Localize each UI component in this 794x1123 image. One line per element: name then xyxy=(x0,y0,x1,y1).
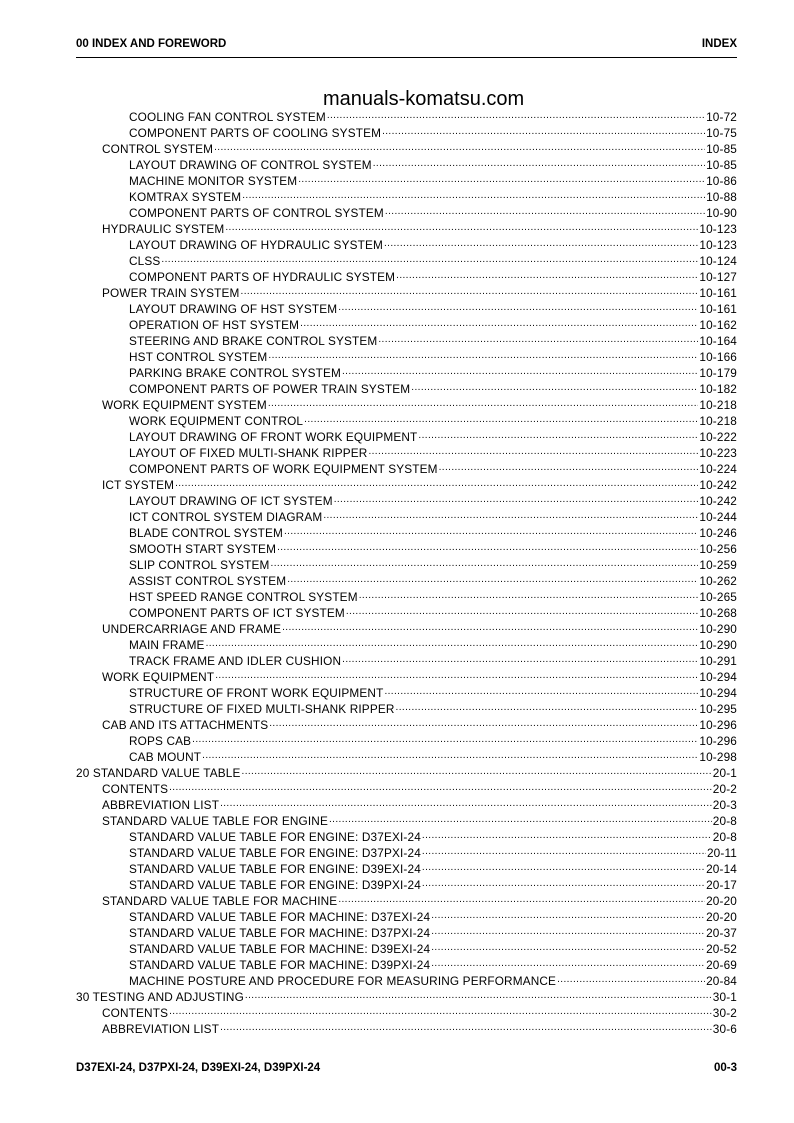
toc-leader-dots xyxy=(422,829,712,845)
header-index-label: INDEX xyxy=(701,38,737,50)
toc-leader-dots xyxy=(192,733,698,749)
toc-entry[interactable] xyxy=(76,765,737,781)
toc-entry[interactable] xyxy=(102,621,737,637)
toc-entry-title: OPERATION OF HST SYSTEM xyxy=(129,318,300,332)
toc-leader-dots xyxy=(334,493,699,509)
toc-leader-dots xyxy=(342,653,698,669)
toc-entry-page: 20-69 xyxy=(706,958,737,972)
toc-entry-title: STEERING AND BRAKE CONTROL SYSTEM xyxy=(129,334,378,348)
toc-entry-page: 10-259 xyxy=(699,558,737,572)
toc-leader-dots xyxy=(382,125,705,141)
toc-entry-title: PARKING BRAKE CONTROL SYSTEM xyxy=(129,366,341,380)
toc-entry[interactable] xyxy=(129,413,737,429)
toc-entry[interactable] xyxy=(129,189,737,205)
toc-entry[interactable] xyxy=(102,221,737,237)
toc-entry[interactable] xyxy=(129,381,737,397)
toc-leader-dots xyxy=(422,877,705,893)
toc-entry-page: 10-290 xyxy=(699,638,737,652)
toc-entry-title: SLIP CONTROL SYSTEM xyxy=(129,558,270,572)
toc-entry-title: ABBREVIATION LIST xyxy=(102,1022,220,1036)
toc-entry-title: MAIN FRAME xyxy=(129,638,205,652)
toc-leader-dots xyxy=(169,1005,712,1021)
toc-entry-title: STRUCTURE OF FIXED MULTI-SHANK RIPPER xyxy=(129,702,395,716)
toc-entry-title: STANDARD VALUE TABLE FOR ENGINE: D37EXI-24 xyxy=(129,830,421,844)
toc-entry[interactable] xyxy=(129,637,737,653)
toc-entry-page: 10-72 xyxy=(706,110,737,124)
header-rule xyxy=(76,57,737,58)
toc-entry-page: 10-85 xyxy=(706,158,737,172)
toc-leader-dots xyxy=(368,445,698,461)
toc-entry-title: COMPONENT PARTS OF WORK EQUIPMENT SYSTEM xyxy=(129,462,438,476)
toc-entry-title: CONTROL SYSTEM xyxy=(102,142,214,156)
toc-entry-title: LAYOUT DRAWING OF CONTROL SYSTEM xyxy=(129,158,372,172)
toc-entry-page: 10-242 xyxy=(699,478,737,492)
toc-leader-dots xyxy=(169,781,712,797)
toc-leader-dots xyxy=(384,685,698,701)
toc-entry-page: 20-52 xyxy=(706,942,737,956)
footer-models: D37EXI-24, D37PXI-24, D39EXI-24, D39PXI-24 xyxy=(76,1062,321,1074)
toc-entry-title: POWER TRAIN SYSTEM xyxy=(102,286,240,300)
toc-entry-title: COMPONENT PARTS OF ICT SYSTEM xyxy=(129,606,345,620)
toc-entry-title: CAB MOUNT xyxy=(129,750,202,764)
toc-leader-dots xyxy=(284,525,698,541)
toc-entry-title: CONTENTS xyxy=(102,1006,169,1020)
toc-entry-page: 20-1 xyxy=(712,766,737,780)
toc-entry[interactable] xyxy=(129,861,737,877)
toc-entry[interactable] xyxy=(129,237,737,253)
toc-entry-title: COOLING FAN CONTROL SYSTEM xyxy=(129,110,326,124)
toc-entry-page: 10-179 xyxy=(699,366,737,380)
toc-entry-page: 10-291 xyxy=(699,654,737,668)
toc-entry[interactable] xyxy=(129,941,737,957)
toc-entry-title: WORK EQUIPMENT xyxy=(102,670,215,684)
toc-leader-dots xyxy=(557,973,705,989)
toc-entry[interactable] xyxy=(102,717,737,733)
toc-leader-dots xyxy=(304,413,698,429)
toc-leader-dots xyxy=(220,797,712,813)
footer-page-number: 00-3 xyxy=(713,1062,737,1074)
toc-entry-page: 20-2 xyxy=(712,782,737,796)
toc-entry[interactable] xyxy=(129,845,737,861)
toc-leader-dots xyxy=(385,205,705,221)
toc-entry-title: HYDRAULIC SYSTEM xyxy=(102,222,225,236)
toc-entry-title: STANDARD VALUE TABLE FOR ENGINE: D37PXI-24 xyxy=(129,846,421,860)
toc-entry-page: 10-244 xyxy=(699,510,737,524)
toc-entry-title: MACHINE POSTURE AND PROCEDURE FOR MEASURING PERFORMANCE xyxy=(129,974,557,988)
toc-leader-dots xyxy=(206,637,699,653)
toc-leader-dots xyxy=(411,381,698,397)
toc-entry[interactable] xyxy=(129,573,737,589)
toc-entry-page: 10-88 xyxy=(706,190,737,204)
toc-entry-title: STANDARD VALUE TABLE FOR ENGINE: D39EXI-24 xyxy=(129,862,421,876)
toc-entry-page: 20-8 xyxy=(712,830,737,844)
toc-leader-dots xyxy=(323,509,698,525)
toc-entry[interactable] xyxy=(129,125,737,141)
toc-entry[interactable] xyxy=(129,253,737,269)
toc-leader-dots xyxy=(439,461,699,477)
toc-entry[interactable] xyxy=(76,989,737,1005)
toc-entry[interactable] xyxy=(129,749,737,765)
toc-entry-title: WORK EQUIPMENT SYSTEM xyxy=(102,398,267,412)
toc-entry-page: 10-256 xyxy=(699,542,737,556)
toc-entry-title: COMPONENT PARTS OF CONTROL SYSTEM xyxy=(129,206,384,220)
toc-leader-dots xyxy=(359,589,699,605)
toc-entry[interactable] xyxy=(129,333,737,349)
toc-entry-title: LAYOUT DRAWING OF HYDRAULIC SYSTEM xyxy=(129,238,383,252)
toc-entry-title: LAYOUT DRAWING OF HST SYSTEM xyxy=(129,302,338,316)
toc-entry-title: WORK EQUIPMENT CONTROL xyxy=(129,414,304,428)
toc-entry-title: BLADE CONTROL SYSTEM xyxy=(129,526,283,540)
toc-entry-page: 20-14 xyxy=(706,862,737,876)
toc-entry-title: STANDARD VALUE TABLE FOR MACHINE: D39PXI-24 xyxy=(129,958,431,972)
toc-entry-page: 30-6 xyxy=(712,1022,737,1036)
toc-leader-dots xyxy=(282,621,698,637)
toc-entry[interactable] xyxy=(129,557,737,573)
toc-entry-title: STANDARD VALUE TABLE FOR MACHINE: D39EXI-24 xyxy=(129,942,431,956)
toc-leader-dots xyxy=(220,1021,712,1037)
toc-entry-page: 10-296 xyxy=(699,718,737,732)
toc-entry[interactable] xyxy=(129,909,737,925)
toc-leader-dots xyxy=(268,397,699,413)
toc-entry[interactable] xyxy=(129,925,737,941)
toc-entry-title: STRUCTURE OF FRONT WORK EQUIPMENT xyxy=(129,686,384,700)
toc-entry-title: COMPONENT PARTS OF POWER TRAIN SYSTEM xyxy=(129,382,411,396)
toc-leader-dots xyxy=(242,189,705,205)
toc-entry[interactable] xyxy=(102,1005,737,1021)
toc-entry[interactable] xyxy=(102,813,737,829)
toc-entry[interactable] xyxy=(102,397,737,413)
toc-leader-dots xyxy=(418,429,698,445)
toc-entry-page: 10-295 xyxy=(699,702,737,716)
toc-leader-dots xyxy=(298,173,705,189)
toc-entry-title: MACHINE MONITOR SYSTEM xyxy=(129,174,298,188)
toc-entry[interactable] xyxy=(129,653,737,669)
toc-entry[interactable] xyxy=(129,733,737,749)
toc-entry-page: 10-123 xyxy=(699,238,737,252)
toc-entry-title: CAB AND ITS ATTACHMENTS xyxy=(102,718,269,732)
toc-entry-page: 10-294 xyxy=(699,686,737,700)
toc-entry-page: 10-268 xyxy=(699,606,737,620)
page-footer xyxy=(76,1062,737,1074)
toc-entry-title: TRACK FRAME AND IDLER CUSHION xyxy=(129,654,342,668)
toc-entry[interactable] xyxy=(102,669,737,685)
toc-entry-title: ROPS CAB xyxy=(129,734,192,748)
toc-entry[interactable] xyxy=(129,269,737,285)
toc-entry-page: 10-294 xyxy=(699,670,737,684)
toc-entry[interactable] xyxy=(102,285,737,301)
toc-entry-page: 10-166 xyxy=(699,350,737,364)
toc-entry-page: 10-162 xyxy=(699,318,737,332)
toc-entry[interactable] xyxy=(129,957,737,973)
toc-entry-page: 20-84 xyxy=(706,974,737,988)
toc-entry-title: LAYOUT DRAWING OF ICT SYSTEM xyxy=(129,494,333,508)
toc-entry-page: 10-75 xyxy=(706,126,737,140)
toc-leader-dots xyxy=(245,989,712,1005)
toc-entry[interactable] xyxy=(129,589,737,605)
toc-entry[interactable] xyxy=(129,493,737,509)
toc-entry-page: 20-20 xyxy=(706,910,737,924)
toc-entry-page: 10-124 xyxy=(699,254,737,268)
toc-leader-dots xyxy=(175,477,698,493)
toc-entry-page: 10-298 xyxy=(699,750,737,764)
toc-entry-page: 20-8 xyxy=(712,814,737,828)
toc-leader-dots xyxy=(241,285,699,301)
toc-entry[interactable] xyxy=(102,797,737,813)
toc-leader-dots xyxy=(269,717,698,733)
toc-entry-title: STANDARD VALUE TABLE FOR MACHINE xyxy=(102,894,338,908)
toc-entry-title: 20 STANDARD VALUE TABLE xyxy=(76,766,241,780)
toc-entry[interactable] xyxy=(129,109,737,125)
toc-entry-title: CONTENTS xyxy=(102,782,169,796)
toc-leader-dots xyxy=(161,253,698,269)
toc-entry[interactable] xyxy=(102,477,737,493)
toc-leader-dots xyxy=(214,141,705,157)
toc-entry-page: 30-2 xyxy=(712,1006,737,1020)
toc-entry[interactable] xyxy=(129,157,737,173)
toc-entry-title: LAYOUT DRAWING OF FRONT WORK EQUIPMENT xyxy=(129,430,418,444)
toc-entry-title: ICT SYSTEM xyxy=(102,478,175,492)
toc-leader-dots xyxy=(287,573,698,589)
toc-entry-page: 10-182 xyxy=(699,382,737,396)
toc-entry-page: 10-242 xyxy=(699,494,737,508)
toc-entry-page: 10-127 xyxy=(699,270,737,284)
toc-entry[interactable] xyxy=(129,541,737,557)
toc-entry-title: SMOOTH START SYSTEM xyxy=(129,542,277,556)
toc-entry[interactable] xyxy=(129,173,737,189)
toc-entry[interactable] xyxy=(129,509,737,525)
toc-entry-page: 10-90 xyxy=(706,206,737,220)
toc-leader-dots xyxy=(378,333,698,349)
toc-entry-page: 10-85 xyxy=(706,142,737,156)
toc-entry-title: STANDARD VALUE TABLE FOR MACHINE: D37PXI-24 xyxy=(129,926,431,940)
toc-entry-title: CLSS xyxy=(129,254,161,268)
toc-leader-dots xyxy=(431,909,705,925)
toc-entry[interactable] xyxy=(129,445,737,461)
toc-entry[interactable] xyxy=(102,893,737,909)
toc-entry-title: STANDARD VALUE TABLE FOR MACHINE: D37EXI-24 xyxy=(129,910,431,924)
toc-leader-dots xyxy=(373,157,705,173)
toc-entry-page: 10-222 xyxy=(699,430,737,444)
toc-entry[interactable] xyxy=(129,317,737,333)
toc-leader-dots xyxy=(277,541,698,557)
toc-leader-dots xyxy=(242,765,712,781)
toc-entry-page: 10-265 xyxy=(699,590,737,604)
toc-entry-page: 10-164 xyxy=(699,334,737,348)
toc-entry-title: ASSIST CONTROL SYSTEM xyxy=(129,574,287,588)
toc-entry-page: 10-161 xyxy=(699,302,737,316)
toc-entry-title: ICT CONTROL SYSTEM DIAGRAM xyxy=(129,510,323,524)
toc-entry-title: STANDARD VALUE TABLE FOR ENGINE xyxy=(102,814,328,828)
toc-entry-page: 10-218 xyxy=(699,414,737,428)
toc-entry-page: 10-123 xyxy=(699,222,737,236)
toc-leader-dots xyxy=(384,237,698,253)
toc-entry-title: COMPONENT PARTS OF COOLING SYSTEM xyxy=(129,126,382,140)
toc-entry-page: 10-246 xyxy=(699,526,737,540)
toc-leader-dots xyxy=(215,669,698,685)
toc-entry-page: 30-1 xyxy=(712,990,737,1004)
toc-entry-page: 20-37 xyxy=(706,926,737,940)
toc-entry-page: 20-20 xyxy=(706,894,737,908)
toc-leader-dots xyxy=(396,701,699,717)
toc-entry-page: 10-218 xyxy=(699,398,737,412)
toc-entry[interactable] xyxy=(129,877,737,893)
toc-leader-dots xyxy=(300,317,698,333)
page-header xyxy=(76,38,737,50)
toc-entry[interactable] xyxy=(129,829,737,845)
watermark-text: manuals-komatsu.com xyxy=(323,88,525,110)
toc-leader-dots xyxy=(268,349,698,365)
toc-entry-title: STANDARD VALUE TABLE FOR ENGINE: D39PXI-24 xyxy=(129,878,421,892)
toc-leader-dots xyxy=(225,221,698,237)
toc-leader-dots xyxy=(338,893,705,909)
toc-leader-dots xyxy=(431,941,705,957)
toc-leader-dots xyxy=(396,269,698,285)
toc-entry-title: ABBREVIATION LIST xyxy=(102,798,220,812)
toc-leader-dots xyxy=(338,301,698,317)
toc-entry[interactable] xyxy=(129,973,737,989)
toc-entry-title: COMPONENT PARTS OF HYDRAULIC SYSTEM xyxy=(129,270,396,284)
toc-entry[interactable] xyxy=(129,365,737,381)
toc-entry-title: 30 TESTING AND ADJUSTING xyxy=(76,990,244,1004)
toc-entry-page: 10-296 xyxy=(699,734,737,748)
toc-entry[interactable] xyxy=(129,301,737,317)
toc-leader-dots xyxy=(342,365,698,381)
toc-leader-dots xyxy=(329,813,712,829)
toc-leader-dots xyxy=(422,845,706,861)
toc-leader-dots xyxy=(202,749,698,765)
toc-entry-page: 10-224 xyxy=(699,462,737,476)
toc-entry[interactable] xyxy=(102,141,737,157)
toc-entry-title: LAYOUT OF FIXED MULTI-SHANK RIPPER xyxy=(129,446,368,460)
toc-entry[interactable] xyxy=(102,1021,737,1037)
toc-entry[interactable] xyxy=(102,781,737,797)
toc-entry-page: 10-223 xyxy=(699,446,737,460)
toc-leader-dots xyxy=(431,925,705,941)
toc-entry[interactable] xyxy=(129,701,737,717)
toc-entry-title: KOMTRAX SYSTEM xyxy=(129,190,242,204)
toc-entry-page: 20-17 xyxy=(706,878,737,892)
toc-entry-page: 20-3 xyxy=(712,798,737,812)
toc-leader-dots xyxy=(327,109,705,125)
toc-entry[interactable] xyxy=(129,605,737,621)
toc-entry[interactable] xyxy=(129,525,737,541)
toc-entry[interactable] xyxy=(129,205,737,221)
toc-entry[interactable] xyxy=(129,685,737,701)
toc-entry[interactable] xyxy=(129,349,737,365)
toc-leader-dots xyxy=(346,605,699,621)
toc-entry-page: 10-290 xyxy=(699,622,737,636)
toc-entry-title: HST CONTROL SYSTEM xyxy=(129,350,268,364)
header-section-title: 00 INDEX AND FOREWORD xyxy=(76,38,227,50)
toc-entry-page: 10-262 xyxy=(699,574,737,588)
toc-entry-page: 10-86 xyxy=(706,174,737,188)
toc-leader-dots xyxy=(422,861,705,877)
toc-entry-page: 20-11 xyxy=(706,846,737,860)
toc-leader-dots xyxy=(431,957,705,973)
toc-entry-title: UNDERCARRIAGE AND FRAME xyxy=(102,622,282,636)
toc-leader-dots xyxy=(271,557,699,573)
toc-entry[interactable] xyxy=(129,429,737,445)
toc-entry-page: 10-161 xyxy=(699,286,737,300)
toc-entry-title: HST SPEED RANGE CONTROL SYSTEM xyxy=(129,590,358,604)
toc-entry[interactable] xyxy=(129,461,737,477)
